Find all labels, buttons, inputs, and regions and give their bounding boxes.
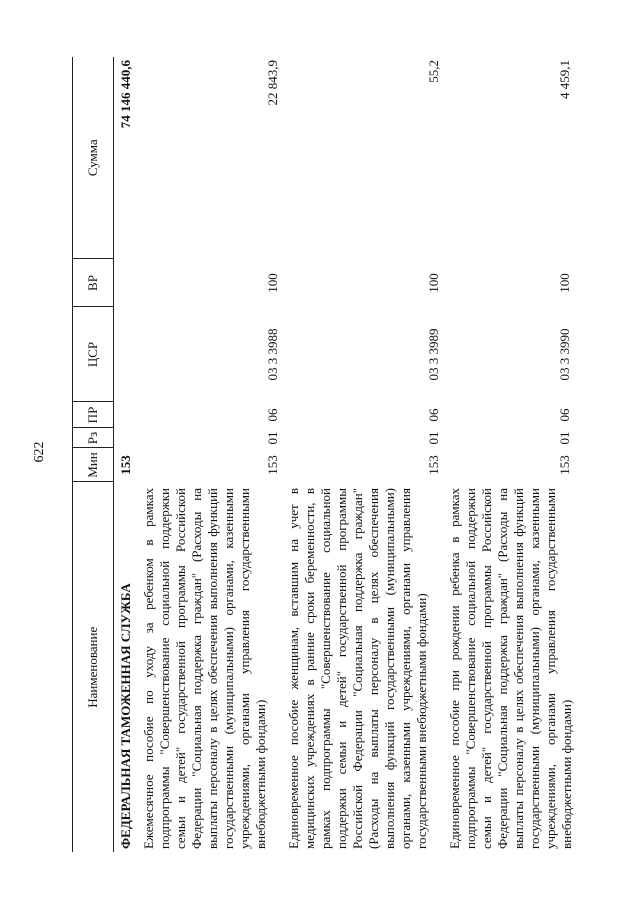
row-pr: 06 — [557, 408, 572, 422]
row-sum: 4 459,1 — [557, 60, 572, 99]
row-min: 153 — [426, 455, 441, 475]
row-name: Единовременное пособие при рождении ребенка в рамках подпрограммы "Совершенствование социальной поддержки семьи и детей" государственной программы Российской Федерации "Социальная поддержка граждан" (Расходы на выплаты персоналу в целях обеспечения выполнения функций государственными (муниципальными) органами, казенными учреждениями, органами управления государственными внебюджетными фондами) — [447, 488, 574, 849]
org-row — [114, 57, 139, 852]
header-csr: ЦСР — [73, 307, 114, 402]
row-csr: 03 3 3989 — [426, 328, 441, 381]
row-sum: 22 843,9 — [265, 60, 280, 106]
row-name: Ежемесячное пособие по уходу за ребенком в рамках подпрограммы "Совершенствование социальной поддержки семьи и детей" государственной программы Российской Федерации "Социальная поддержка граждан" (Расходы на выплаты персоналу в целях обеспечения выполнения функций государственными (муниципальными) органами, казенными учреждениями, органами управления государственными внебюджетными фондами) — [141, 488, 268, 849]
header-rz: Рз — [73, 428, 114, 448]
row-rz: 01 — [557, 431, 572, 445]
row-rz: 01 — [265, 431, 280, 445]
table-row — [283, 57, 444, 852]
table-row — [138, 57, 283, 852]
header-vr: ВР — [73, 259, 114, 307]
budget-table — [72, 57, 575, 852]
header-row — [73, 57, 114, 852]
table-row — [444, 57, 575, 852]
header-sum: Сумма — [73, 57, 114, 259]
row-name: Единовременное пособие женщинам, вставшим на учет в медицинских учреждениях в ранние сроки беременности, в рамках подпрограммы "Совершенствование социальной поддержки семьи и детей" государственной программы Российской Федерации "Социальная поддержка граждан" (Расходы на выплаты персоналу в целях обеспечения выполнения функций государственными (муниципальными) органами, казенными учреждениями, органами управления государственными внебюджетными фондами) — [286, 488, 429, 849]
row-vr: 100 — [426, 273, 441, 293]
org-sum: 74 146 440,6 — [118, 60, 133, 129]
row-pr: 06 — [426, 408, 441, 422]
row-csr: 03 3 3990 — [557, 328, 572, 381]
page-number: 622 — [32, 441, 47, 463]
row-vr: 100 — [557, 273, 572, 293]
org-name: ФЕДЕРАЛЬНАЯ ТАМОЖЕННАЯ СЛУЖБА — [118, 583, 133, 849]
row-min: 153 — [265, 455, 280, 475]
row-sum: 55,2 — [426, 60, 441, 83]
row-min: 153 — [557, 455, 572, 475]
org-min: 153 — [118, 455, 133, 475]
row-rz: 01 — [426, 431, 441, 445]
row-pr: 06 — [265, 408, 280, 422]
row-csr: 03 3 3988 — [265, 328, 280, 381]
header-name: Наименование — [73, 482, 114, 852]
row-vr: 100 — [265, 273, 280, 293]
header-min: Мин — [73, 448, 114, 482]
header-pr: ПР — [73, 402, 114, 428]
